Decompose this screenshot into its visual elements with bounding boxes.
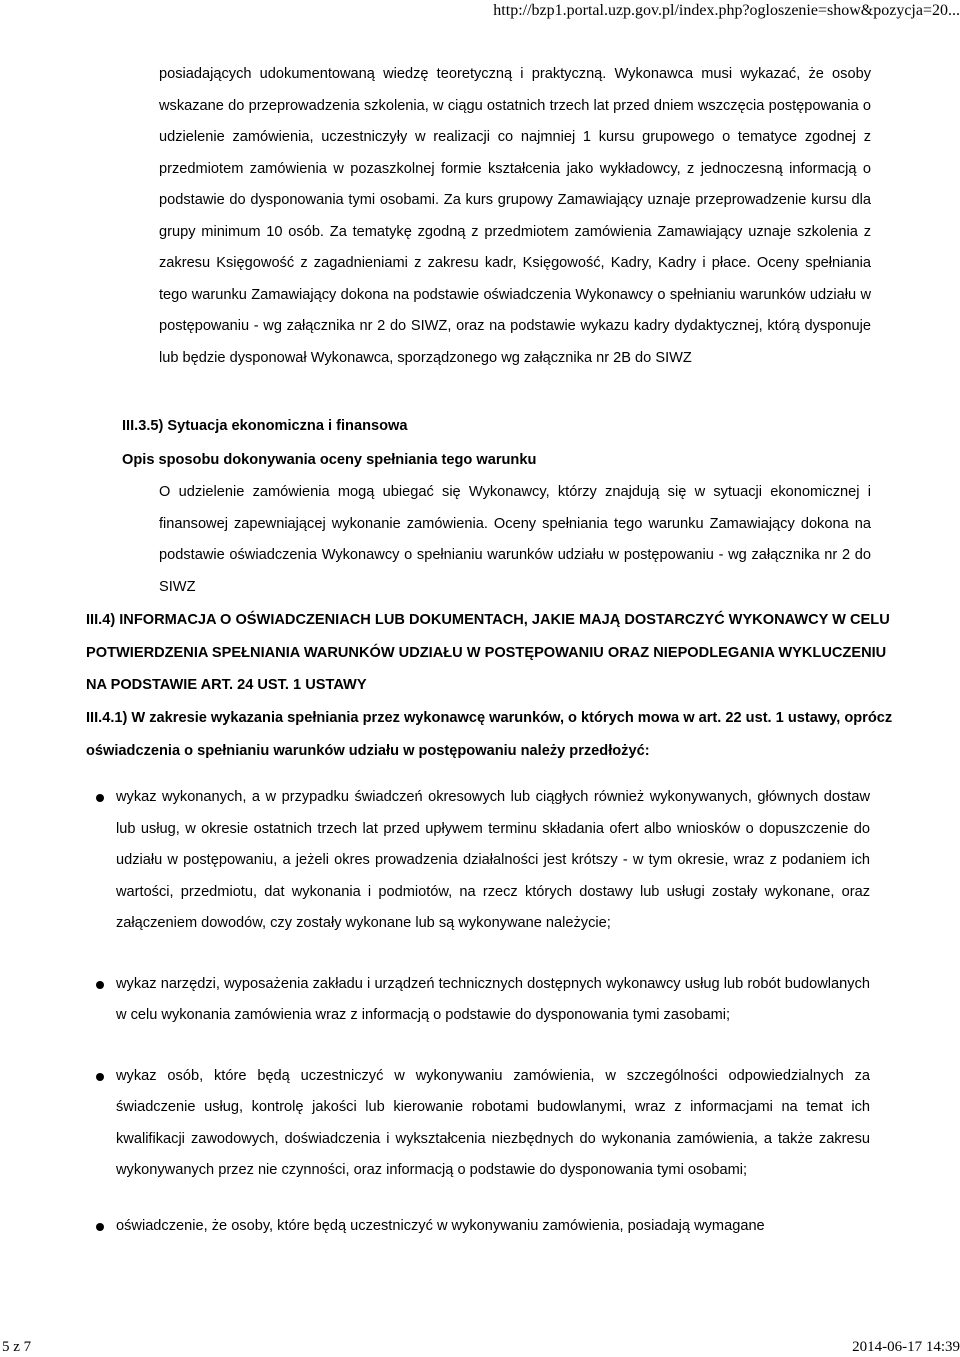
list-item-text: wykaz osób, które będą uczestniczyć w wykonywaniu zamówienia, w szczególności odpowiedzialnych za świadczenie usług, kontrolę jakości lub kierowanie robotami budowlanymi, wraz z informacjami na temat ich kwalifikacji zawodowych, doświadczenia i wykształcenia niezbędnych do wykonania zamówienia, a także zakresu wykonywanych przez nie czynności, oraz informacją o podstawie do dysponowania tymi osobami;: [116, 1067, 870, 1178]
bullet-icon: [96, 794, 104, 802]
paragraph-economic-condition: O udzielenie zamówienia mogą ubiegać się Wykonawcy, którzy znajdują się w sytuacji ekonomicznej i finansowej zapewniającej wykonanie zamówienia. Oceny spełniania tego warunku Zamawiający dokona na podstawie oświadczenia Wykonawcy o spełnianiu warunków udziału w postępowaniu - wg załącznika nr 2 do SIWZ: [159, 484, 871, 595]
page-url-header: http://bzp1.portal.uzp.gov.pl/index.php?ogloszenie=show&pozycja=20...: [493, 2, 960, 19]
list-item: [86, 1211, 870, 1243]
section-heading-documents: III.4) INFORMACJA O OŚWIADCZENIACH LUB DOKUMENTACH, JAKIE MAJĄ DOSTARCZYĆ WYKONAWCY W CELU POTWIERDZENIA SPEŁNIANIA WARUNKÓW UDZIAŁU W POSTĘPOWANIU ORAZ NIEPODLEGANIA WYKLUCZENIU NA PODSTAWIE ART. 24 UST. 1 USTAWY: [86, 612, 890, 693]
bullet-icon: [96, 981, 104, 989]
list-item: [86, 969, 870, 1032]
paragraph-qualifications: posiadających udokumentowaną wiedzę teoretyczną i praktyczną. Wykonawca musi wykazać, że osoby wskazane do przeprowadzenia szkolenia, w ciągu ostatnich trzech lat przed dniem wszczęcia postępowania o udzielenie zamówienia, uczestniczyły w realizacji co najmniej 1 kursu grupowego o tematyce zgodnej z przedmiotem zamówienia w pozaszkolnej formie kształcenia jako wykładowcy, z jednoczesną informacją o podstawie do dysponowania tymi osobami. Za kurs grupowy Zamawiający uznaje przeprowadzenie kursu dla grupy minimum 10 osób. Za tematykę zgodną z przedmiotem zamówienia Zamawiający uznaje szkolenia z zakresu Księgowość z zagadnieniami z zakresu kadr, Księgowość, Kadry, Kadry i płace. Oceny spełniania tego warunku Zamawiający dokona na podstawie oświadczenia Wykonawcy o spełnianiu warunków udziału w postępowaniu - wg załącznika nr 2 do SIWZ, oraz na podstawie wykazu kadry dydaktycznej, którą dysponuje lub będzie dysponował Wykonawca, sporządzonego wg załącznika nr 2B do SIWZ: [159, 66, 871, 366]
list-item-text: oświadczenie, że osoby, które będą uczestniczyć w wykonywaniu zamówienia, posiadają wymagane: [116, 1217, 765, 1234]
print-timestamp: 2014-06-17 14:39: [852, 1339, 960, 1355]
documents-bullet-list: [86, 782, 870, 1242]
section-heading-economic-situation: III.3.5) Sytuacja ekonomiczna i finansowa: [122, 418, 408, 434]
page-number: 5 z 7: [2, 1339, 32, 1355]
subheading-assessment-method: Opis sposobu dokonywania oceny spełniania tego warunku: [122, 452, 537, 468]
bullet-icon: [96, 1073, 104, 1081]
bullet-icon: [96, 1223, 104, 1231]
list-item-text: wykaz wykonanych, a w przypadku świadczeń okresowych lub ciągłych również wykonywanych, głównych dostaw lub usług, w okresie ostatnich trzech lat przed upływem terminu składania ofert albo wniosków o dopuszczenie do udziału w postępowaniu, a jeżeli okres prowadzenia działalności jest krótszy - w tym okresie, wraz z podaniem ich wartości, przedmiotu, dat wykonania i podmiotów, na rzecz których dostawy lub usługi zostały wykonane, oraz załączeniem dowodów, czy zostały wykonane lub są wykonywane należycie;: [116, 789, 870, 931]
list-item-text: wykaz narzędzi, wyposażenia zakładu i urządzeń technicznych dostępnych wykonawcy usług lub robót budowlanych w celu wykonania zamówienia wraz z informacją o podstawie do dysponowania tymi zasobami;: [116, 975, 870, 1023]
list-item: [86, 782, 870, 940]
section-heading-documents-required: III.4.1) W zakresie wykazania spełniania przez wykonawcę warunków, o których mowa w art. 22 ust. 1 ustawy, oprócz oświadczenia o spełnianiu warunków udziału w postępowaniu należy przedłożyć:: [86, 710, 893, 759]
list-item: [86, 1061, 870, 1187]
